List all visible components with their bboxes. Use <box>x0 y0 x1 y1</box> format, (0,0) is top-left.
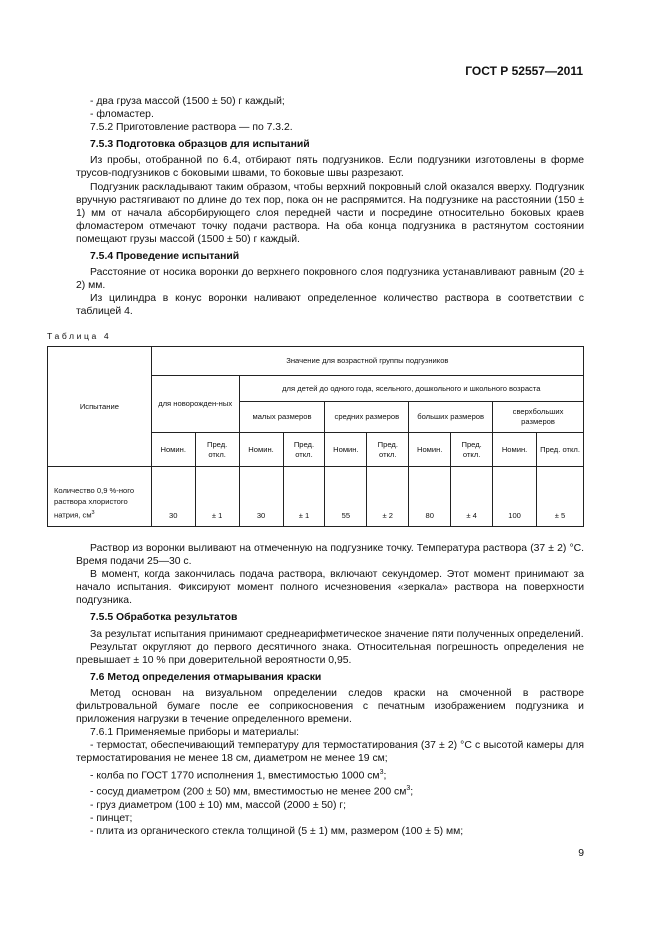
table-cell: ± 1 <box>195 467 239 527</box>
list-item: - груз диаметром (100 ± 10) мм, массой (2000 ± 50) г; <box>90 799 346 811</box>
section-heading: 7.5.4 Проведение испытаний <box>90 251 240 263</box>
deviation-header: Пред. откл. <box>367 433 409 467</box>
deviation-header: Пред. откл. <box>195 433 239 467</box>
paragraph: Из цилиндра в конус воронки наливают определенное количество раствора в соответствии с таблицей 4. <box>76 293 584 318</box>
deviation-header: Пред. откл. <box>283 433 325 467</box>
list-item: - колба по ГОСТ 1770 исполнения 1, вместимостью 1000 $см^3$; <box>90 768 387 781</box>
section-heading: 7.5.5 Обработка результатов <box>90 612 238 624</box>
data-table <box>47 346 584 527</box>
list-item: - сосуд диаметром (200 ± 50) мм, вместимостью не менее 200 $см^3$; <box>90 785 414 798</box>
large-size-header: больших размеров <box>409 402 493 433</box>
paragraph: Подгузник раскладывают таким образом, чтобы верхний покровный слой оказался вверху. Подгузник вручную растягивают по длине до тех пор, пока он не распрямится. На подгузнике на расстоянии (150 ± 1) мм от начала абсорбирующего слоя передней части и посредине относительно боковых краев фломастером отмечают точку подачи раствора. На оба конца подгузника в растянутом состоянии помещают грузы массой (1500 ± 50) г каждый. <box>76 181 584 245</box>
clause-line: 7.5.2 Приготовление раствора — по 7.3.2. <box>90 122 293 134</box>
list-item: - термостат, обеспечивающий температуру для термостатирования (37 ± 2) °С с высотой камеры для термостатирования не менее 18 см, диаметром не менее 19 см; <box>76 740 584 765</box>
list-item: - пинцет; <box>90 812 133 824</box>
bottom-block <box>76 542 584 838</box>
deviation-header: Пред. откл. <box>537 433 584 467</box>
section-heading: 7.6 Метод определения отмарывания краски <box>90 671 322 683</box>
paragraph: В момент, когда закончилась подача раствора, включают секундомер. Этот момент принимают за начало испытания. Фиксируют момент полного исчезновения «зеркала» раствора на поверхности подгузника. <box>76 569 584 607</box>
group-header: Значение для возрастной группы подгузников <box>151 347 583 376</box>
table-cell: ± 5 <box>537 467 584 527</box>
page-number: 9 <box>578 848 584 859</box>
table-cell: 80 <box>409 467 451 527</box>
nominal-header: Номин. <box>151 433 195 467</box>
top-block <box>76 95 584 319</box>
small-size-header: малых размеров <box>239 402 325 433</box>
table-cell: 30 <box>239 467 283 527</box>
table-cell: 55 <box>325 467 367 527</box>
list-item: - два груза массой (1500 ± 50) г каждый; <box>90 96 285 107</box>
table-cell: ± 1 <box>283 467 325 527</box>
section-heading: 7.5.3 Подготовка образцов для испытаний <box>90 139 310 151</box>
xlarge-size-header: сверхбольших размеров <box>493 402 584 433</box>
paragraph: Результат округляют до первого десятичного знака. Относительная погрешность определения не превышает ± 10 % при доверительной вероятности 0,95. <box>76 641 584 666</box>
paragraph: Из пробы, отобранной по 6.4, отбирают пять подгузников. Если подгузники изготовлены в форме трусов-подгузников с боковыми швами, то боковые швы разрезают. <box>76 155 584 180</box>
paragraph: За результат испытания принимают среднеарифметическое значение пяти полученных определений. <box>90 628 584 640</box>
newborn-header: для новорожден-ных <box>151 376 239 433</box>
table-cell: ± 4 <box>451 467 493 527</box>
list-item: - плита из органического стекла толщиной (5 ± 1) мм, размером (100 ± 5) мм; <box>90 825 464 837</box>
table-caption: Таблица 4 <box>47 331 112 341</box>
paragraph: Метод основан на визуальном определении следов краски на смоченной в растворе фильтровальной бумаге после ее соприкосновения с печатным изображением подгузника и приложения нагрузки в течение определенного времени. <box>76 687 584 726</box>
nominal-header: Номин. <box>409 433 451 467</box>
list-item: - фломастер. <box>90 109 154 121</box>
standard-header: ГОСТ Р 52557—2011 <box>465 64 583 78</box>
deviation-header: Пред. откл. <box>451 433 493 467</box>
row-label: Количество 0,9 %-ного раствора хлористого натрия, $см^3$ <box>48 467 152 527</box>
table-cell: 30 <box>151 467 195 527</box>
paragraph: Расстояние от носика воронки до верхнего покровного слоя подгузника устанавливают равным (20 ± 2) мм. <box>76 267 584 292</box>
clause-line: 7.6.1 Применяемые приборы и материалы: <box>90 727 300 739</box>
nominal-header: Номин. <box>325 433 367 467</box>
nominal-header: Номин. <box>239 433 283 467</box>
column-header-test: Испытание <box>48 347 152 467</box>
medium-size-header: средних размеров <box>325 402 409 433</box>
table-cell: ± 2 <box>367 467 409 527</box>
children-header: для детей до одного года, ясельного, дошкольного и школьного возраста <box>239 376 583 402</box>
paragraph: Раствор из воронки выливают на отмеченную на подгузнике точку. Температура раствора (37 ± 2) °С. Время подачи 25—30 с. <box>76 543 584 568</box>
table-cell: 100 <box>493 467 537 527</box>
nominal-header: Номин. <box>493 433 537 467</box>
